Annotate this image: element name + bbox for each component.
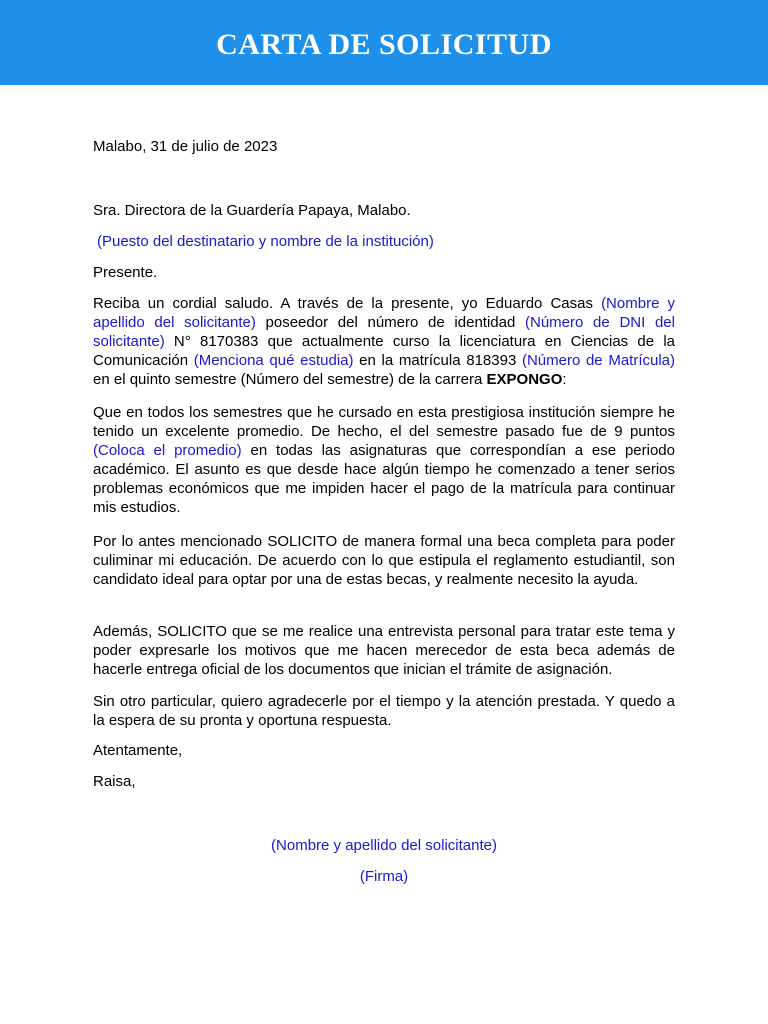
p1-text-6: : [562,371,567,388]
signoff-name: Raisa, [93,773,136,790]
paragraph-2 [93,403,675,517]
p1-hint-1: (Nombre y apellido del solicitante) [93,295,675,331]
p1-text-1: Reciba un cordial saludo. A través de la presente, yo Eduardo Casas [93,295,602,312]
p1-text-3: N° 8170383 que actualmente curso la licenciatura en Ciencias de la Comunicación [93,333,675,369]
place-date: Malabo, 31 de julio de 2023 [93,138,278,155]
header-banner [0,0,768,85]
paragraph-3: Por lo antes mencionado SOLICITO de manera formal una beca completa para poder culiminar mi educación. De acuerdo con lo que estipula el reglamento estudiantil, son candidato ideal para optar por una de estas becas, y realmente necesito la ayuda. [93,533,675,588]
paragraph-5: Sin otro particular, quiero agradecerle por el tiempo y la atención prestada. Y quedo a la espera de su pronta y oportuna respuesta. [93,693,675,729]
paragraph-1 [93,294,675,389]
p1-bold: EXPONGO [486,371,563,388]
page-title: CARTA DE SOLICITUD [216,27,552,61]
p1-hint-4: (Número de Matrícula) [521,352,676,369]
p1-hint-3: (Menciona qué estudia) [193,352,354,369]
p2-text-2: en todas las asignaturas que correspondían a ese periodo académico. El asunto es que desde hace algún tiempo he comenzado a tener serios problemas económicos que me impiden hacer el pago de la matrícula para continuar mis estudios. [93,442,675,516]
greeting: Presente. [93,264,158,281]
p1-text-2: poseedor del número de identidad [255,314,526,331]
p1-hint-2: (Número de DNI del solicitante) [93,314,675,350]
closing: Atentamente, [93,742,183,759]
p1-text-4: en la matrícula 818393 [353,352,522,369]
signature-name-hint: (Nombre y apellido del solicitante) [271,837,497,854]
recipient: Sra. Directora de la Guardería Papaya, Malabo. [93,202,411,219]
p2-text-1: Que en todos los semestres que he cursado en esta prestigiosa institución siempre he tenido un excelente promedio. De hecho, el del semestre pasado fue de 9 puntos [93,404,675,440]
p2-hint-1: (Coloca el promedio) [93,442,242,459]
recipient-hint: (Puesto del destinatario y nombre de la institución) [97,233,434,250]
paragraph-4: Además, SOLICITO que se me realice una entrevista personal para tratar este tema y poder expresarle los motivos que me hacen merecedor de esta beca además de hacerle entrega oficial de los documentos que inician el trámite de asignación. [93,623,675,678]
signature-hint: (Firma) [359,868,409,885]
p1-text-5: en el quinto semestre (Número del semestre) de la carrera [93,371,487,388]
